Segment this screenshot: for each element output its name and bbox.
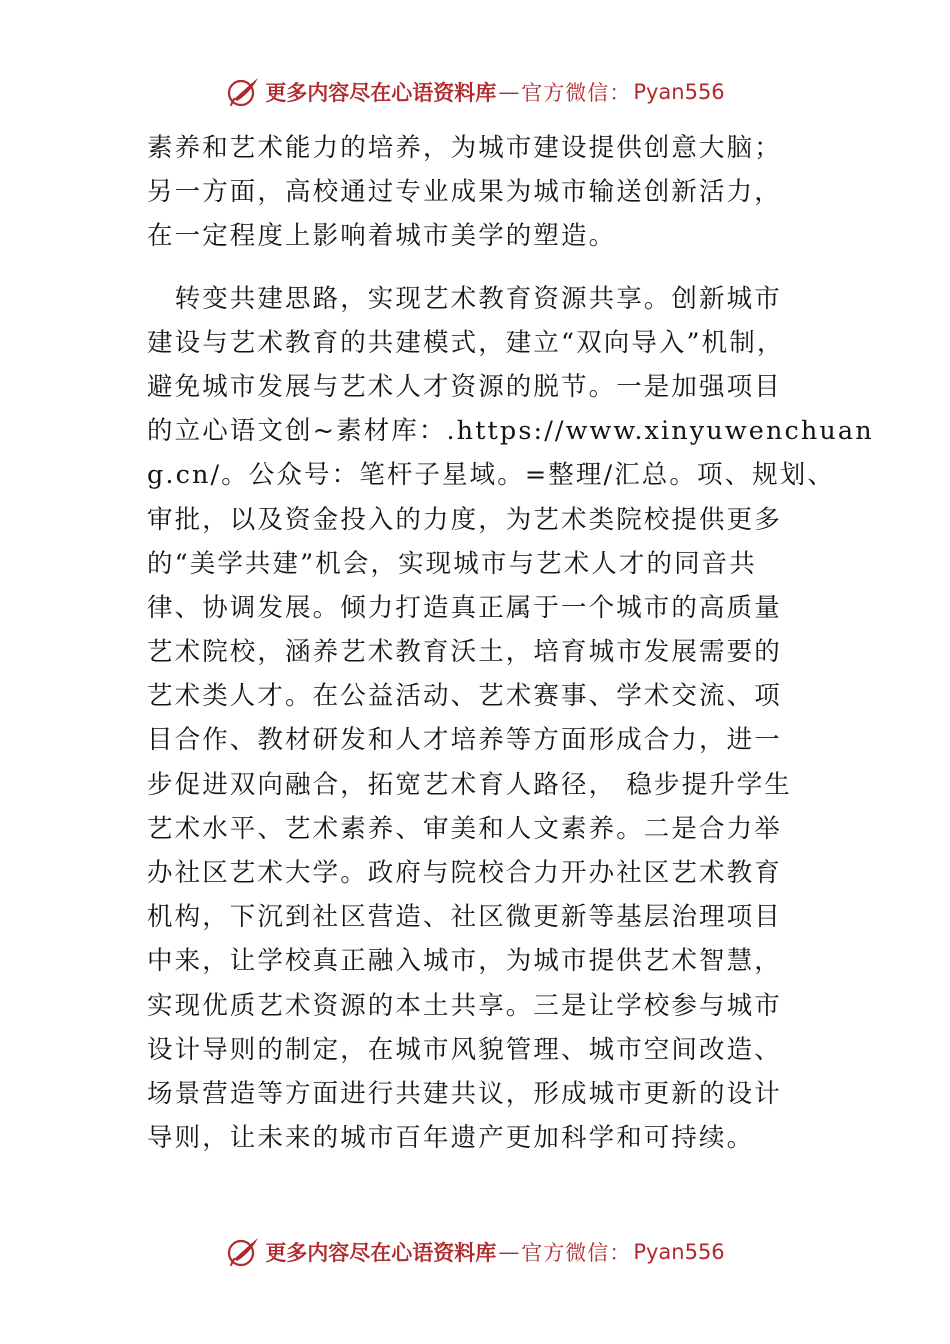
text-line: 步促进双向融合，拓宽艺术育人路径， 稳步提升学生 (147, 769, 793, 800)
document-body (147, 126, 874, 1160)
paragraph-gap (147, 259, 847, 277)
header-wechat-id: Pyan556 (633, 80, 725, 104)
text-line: 导则，让未来的城市百年遗产更加科学和可持续。 (147, 1123, 755, 1154)
text-line: 审批，以及资金投入的力度，为艺术类院校提供更多 (147, 504, 782, 535)
header-watermark (0, 72, 950, 112)
paragraph (147, 126, 847, 259)
footer-wechat-label: 官方微信： (521, 1241, 632, 1265)
text-line: 场景营造等方面进行共建共议，形成城市更新的设计 (147, 1078, 782, 1109)
text-line: 律、协调发展。倾力打造真正属于一个城市的高质量 (147, 592, 782, 623)
text-line: 的立心语文创~素材库：.https://www.xinyuwenchuan (147, 416, 874, 447)
footer-watermark (0, 1232, 950, 1272)
text-line: 办社区艺术大学。政府与院校合力开办社区艺术教育 (147, 858, 782, 888)
footer-wechat-id: Pyan556 (633, 1240, 725, 1264)
quill-logo-icon (225, 1235, 261, 1269)
header-library-text: 更多内容尽在心语资料库 (265, 80, 497, 105)
text-line: 艺术水平、艺术素养、审美和人文素养。二是合力举 (147, 813, 782, 844)
text-line: 的“美学共建”机会，实现城市与艺术人才的同音共 (147, 548, 757, 579)
text-line: g.cn/。公众号：笔杆子星域。=整理/汇总。项、规划、 (147, 460, 835, 491)
text-line: 在一定程度上影响着城市美学的塑造。 (147, 221, 617, 252)
text-line: 中来，让学校真正融入城市，为城市提供艺术智慧， (147, 946, 782, 977)
quill-logo-icon (225, 75, 261, 109)
text-line: 艺术类人才。在公益活动、艺术赛事、学术交流、项 (147, 681, 782, 712)
header-separator: — (498, 80, 520, 104)
text-line: 机构，下沉到社区营造、社区微更新等基层治理项目 (147, 902, 782, 933)
text-line: 建设与艺术教育的共建模式，建立“双向导入”机制， (147, 327, 785, 358)
footer-library-text: 更多内容尽在心语资料库 (265, 1240, 497, 1265)
header-wechat-label: 官方微信： (521, 81, 632, 105)
text-line: 设计导则的制定，在城市风貌管理、城市空间改造、 (147, 1034, 782, 1065)
text-line: 转变共建思路，实现艺术教育资源共享。创新城市 (147, 283, 782, 314)
footer-separator: — (498, 1240, 520, 1264)
text-line: 避免城市发展与艺术人才资源的脱节。一是加强项目 (147, 371, 782, 402)
paragraph (147, 277, 874, 1161)
text-line: 素养和艺术能力的培养，为城市建设提供创意大脑； (147, 133, 782, 163)
text-line: 实现优质艺术资源的本土共享。三是让学校参与城市 (147, 990, 782, 1021)
text-line: 目合作、教材研发和人才培养等方面形成合力，进一 (147, 725, 782, 756)
text-line: 另一方面，高校通过专业成果为城市输送创新活力， (147, 177, 782, 208)
text-line: 艺术院校，涵养艺术教育沃土，培育城市发展需要的 (147, 637, 782, 668)
